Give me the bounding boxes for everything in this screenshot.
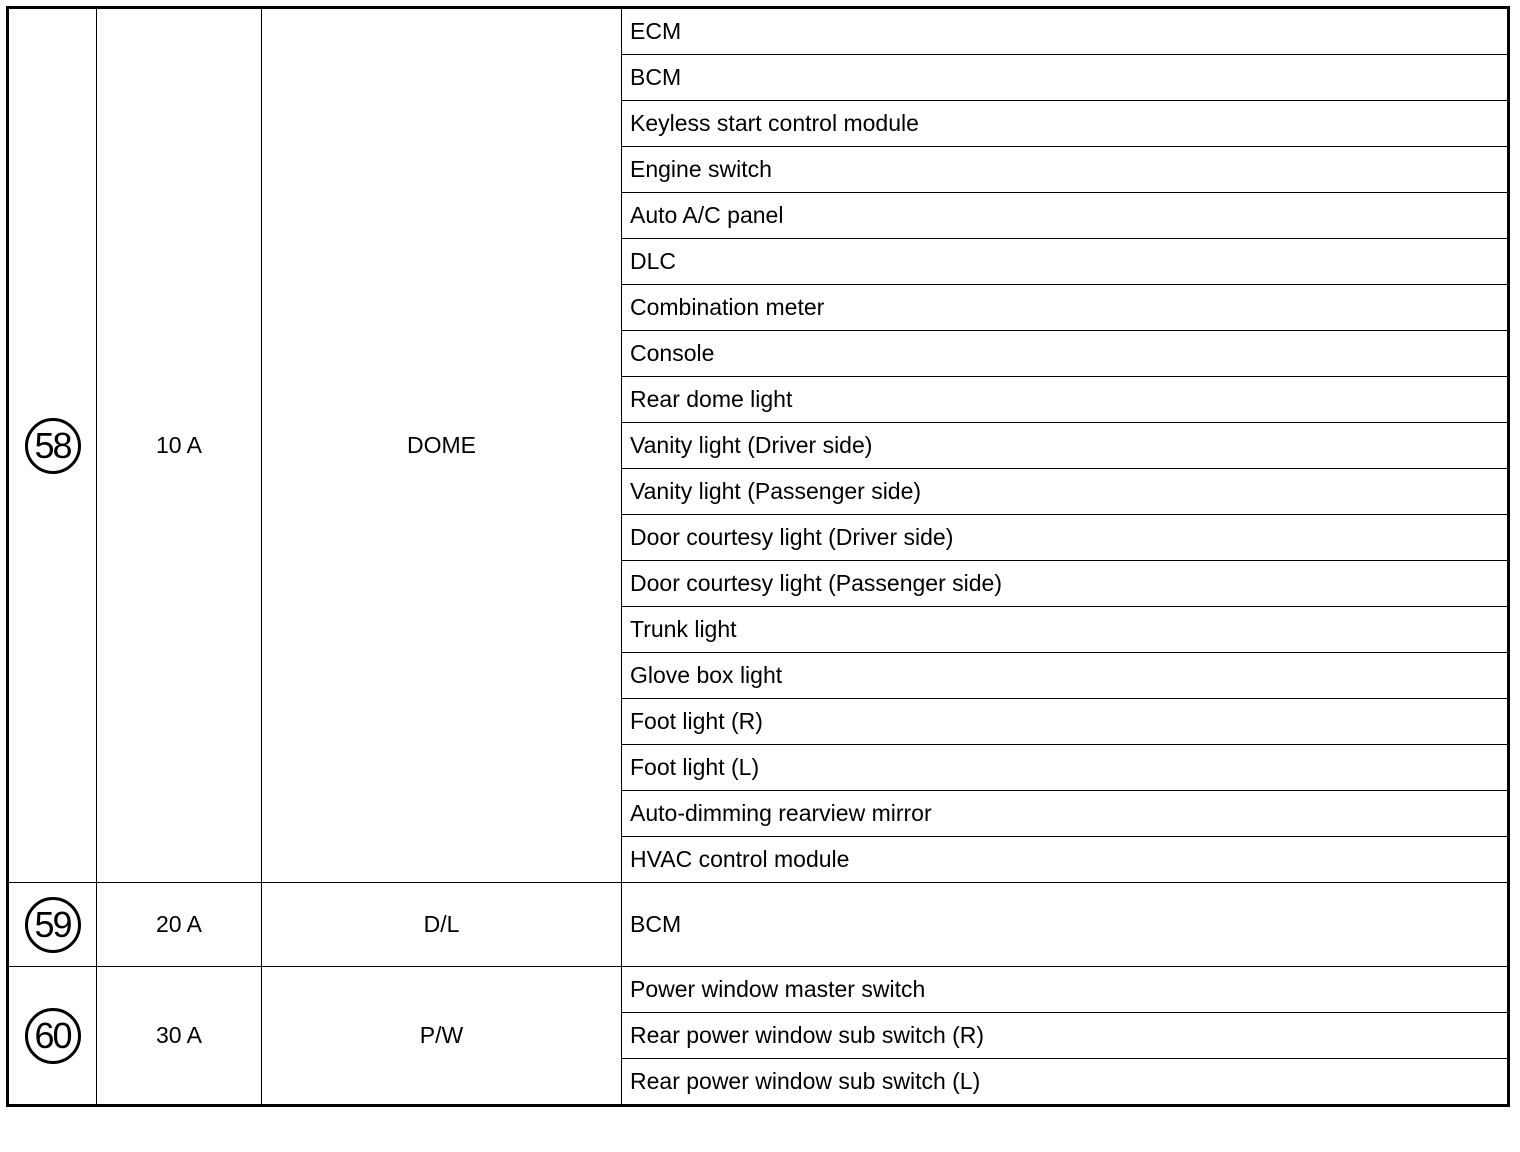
circuit-item: Keyless start control module <box>622 101 1509 147</box>
fuse-amperage: 10 A <box>97 8 262 883</box>
fuse-number-badge: 60 <box>25 1008 81 1064</box>
circuit-item: Foot light (R) <box>622 699 1509 745</box>
circuit-item: Trunk light <box>622 607 1509 653</box>
circuit-item: Glove box light <box>622 653 1509 699</box>
fuse-number-badge: 58 <box>25 418 81 474</box>
circuit-item: ECM <box>622 8 1509 55</box>
circuit-item: Combination meter <box>622 285 1509 331</box>
fuse-name: D/L <box>262 883 622 967</box>
circuit-item: BCM <box>622 883 1509 967</box>
circuit-item: Engine switch <box>622 147 1509 193</box>
fuse-number-cell <box>8 883 97 967</box>
fuse-row-59 <box>8 883 1509 967</box>
fuse-row-60 <box>8 967 1509 1013</box>
circuit-item: Door courtesy light (Driver side) <box>622 515 1509 561</box>
circuit-item: Rear dome light <box>622 377 1509 423</box>
fuse-name: DOME <box>262 8 622 883</box>
circuit-item: Rear power window sub switch (L) <box>622 1059 1509 1106</box>
circuit-item: Auto A/C panel <box>622 193 1509 239</box>
fuse-name: P/W <box>262 967 622 1106</box>
circuit-item: Console <box>622 331 1509 377</box>
fuse-row-58 <box>8 8 1509 55</box>
circuit-item: Door courtesy light (Passenger side) <box>622 561 1509 607</box>
circuit-item: Rear power window sub switch (R) <box>622 1013 1509 1059</box>
circuit-item: HVAC control module <box>622 837 1509 883</box>
circuit-item: BCM <box>622 55 1509 101</box>
fuse-amperage: 20 A <box>97 883 262 967</box>
fuse-amperage: 30 A <box>97 967 262 1106</box>
fuse-number-cell <box>8 967 97 1106</box>
circuit-item: Power window master switch <box>622 967 1509 1013</box>
circuit-item: Auto-dimming rearview mirror <box>622 791 1509 837</box>
fuse-number-cell <box>8 8 97 883</box>
circuit-item: Vanity light (Driver side) <box>622 423 1509 469</box>
circuit-item: DLC <box>622 239 1509 285</box>
circuit-item: Foot light (L) <box>622 745 1509 791</box>
fuse-number-badge: 59 <box>25 897 81 953</box>
fuse-table <box>6 6 1510 1107</box>
circuit-item: Vanity light (Passenger side) <box>622 469 1509 515</box>
